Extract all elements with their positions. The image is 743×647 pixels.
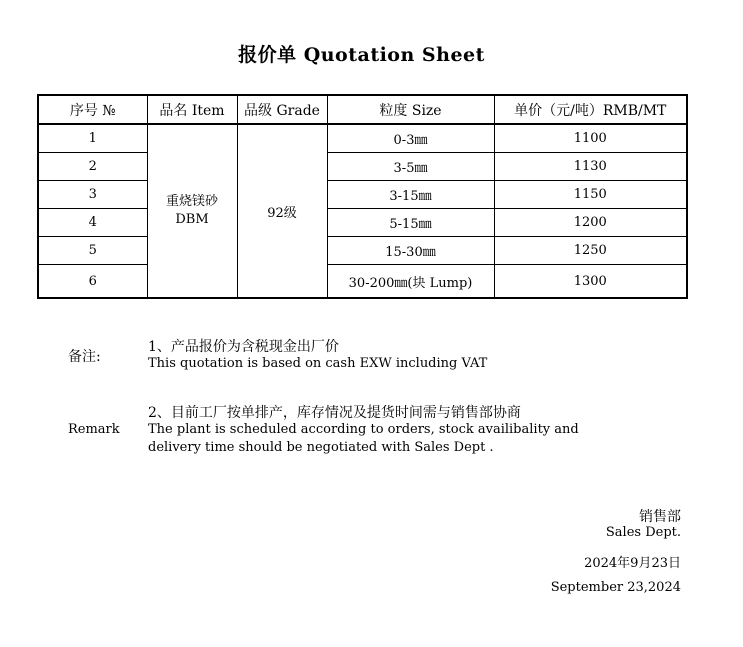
row-price: 1200 <box>494 209 687 237</box>
table-row <box>38 209 687 237</box>
header-grade: 品级 Grade <box>237 95 327 124</box>
item-name-en: DBM <box>175 212 209 227</box>
row-no: 2 <box>38 153 147 181</box>
row-no: 4 <box>38 209 147 237</box>
table-row <box>38 153 687 181</box>
row-price: 1300 <box>494 265 687 299</box>
row-price: 1100 <box>494 124 687 153</box>
row-size: 15-30㎜ <box>327 237 494 265</box>
note1-en: This quotation is based on cash EXW including VAT <box>148 356 488 371</box>
item-cell <box>147 124 237 298</box>
table-row <box>38 124 687 153</box>
row-size: 3-15㎜ <box>327 181 494 209</box>
header-price: 单价（元/吨）RMB/MT <box>494 95 687 124</box>
header-size: 粒度 Size <box>327 95 494 124</box>
signature-dept-en: Sales Dept. <box>605 525 681 540</box>
header-no: 序号 № <box>38 95 147 124</box>
note1-cn: 1、产品报价为含税现金出厂价 <box>148 339 339 355</box>
note2-en-line2: delivery time should be negotiated with Sales Dept . <box>148 440 494 455</box>
remark-label-en: Remark <box>68 422 120 437</box>
row-price: 1150 <box>494 181 687 209</box>
row-price: 1130 <box>494 153 687 181</box>
note2-cn: 2、目前工厂按单排产，库存情况及提货时间需与销售部协商 <box>148 405 521 421</box>
signature-date-en: September 23,2024 <box>550 580 681 595</box>
grade-cell: 92级 <box>237 124 327 298</box>
row-no: 3 <box>38 181 147 209</box>
table-row <box>38 181 687 209</box>
row-no: 6 <box>38 265 147 299</box>
signature-dept-cn: 销售部 <box>639 509 681 525</box>
table-header-row <box>38 95 687 124</box>
page-title: 报价单 Quotation Sheet <box>238 44 485 66</box>
remark-label-cn: 备注: <box>68 349 101 365</box>
row-size: 30-200㎜(块 Lump) <box>327 265 494 299</box>
table-row <box>38 265 687 299</box>
row-size: 0-3㎜ <box>327 124 494 153</box>
quotation-table <box>37 94 688 299</box>
row-size: 3-5㎜ <box>327 153 494 181</box>
row-price: 1250 <box>494 237 687 265</box>
item-name-cn: 重烧镁砂 <box>165 194 218 209</box>
table-row <box>38 237 687 265</box>
signature-date-cn: 2024年9月23日 <box>584 556 681 571</box>
header-item: 品名 Item <box>147 95 237 124</box>
row-no: 1 <box>38 124 147 153</box>
note2-en-line1: The plant is scheduled according to orders, stock availibality and <box>148 422 579 437</box>
row-no: 5 <box>38 237 147 265</box>
row-size: 5-15㎜ <box>327 209 494 237</box>
